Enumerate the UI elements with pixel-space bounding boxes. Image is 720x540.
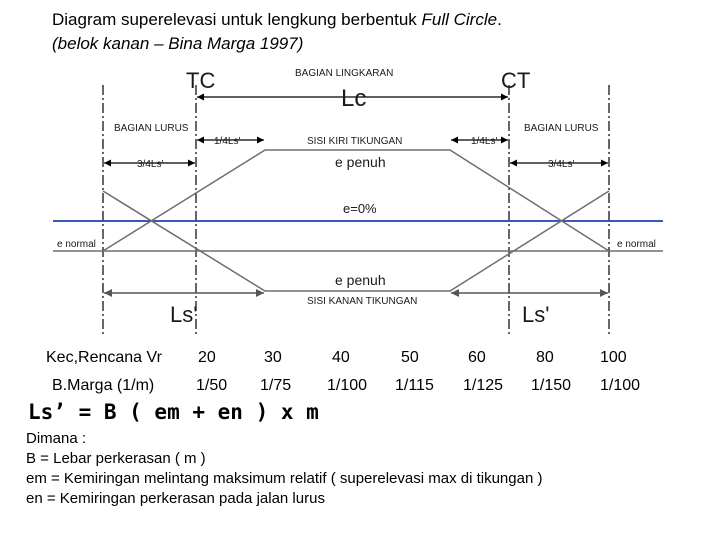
ratio-cell: 1/150 bbox=[531, 377, 572, 394]
speed-cell: 100 bbox=[600, 349, 627, 366]
quarter-ls-left-label: 1/4Ls' bbox=[214, 136, 241, 147]
bagian-lingkaran-label: BAGIAN LINGKARAN bbox=[295, 68, 394, 79]
definition-line: em = Kemiringan melintang maksimum relatif ( superelevasi max di tikungan ) bbox=[26, 470, 543, 487]
ratio-cell: 1/100 bbox=[600, 377, 641, 394]
ls-right-label: Ls' bbox=[522, 302, 550, 327]
ratio-row-label: B.Marga (1/m) bbox=[52, 377, 155, 394]
speed-cell: 40 bbox=[332, 349, 350, 366]
quarter-ls-right-label: 1/4Ls' bbox=[471, 136, 498, 147]
bagian-lurus-right-label: BAGIAN LURUS bbox=[524, 123, 599, 134]
definitions bbox=[26, 429, 542, 509]
ratio-cell: 1/125 bbox=[463, 377, 504, 394]
speed-row-label: Kec,Rencana Vr bbox=[46, 349, 162, 366]
bagian-lurus-left-label: BAGIAN LURUS bbox=[114, 123, 189, 134]
definition-line: Dimana : bbox=[26, 430, 87, 447]
title-line1-suffix: . bbox=[497, 10, 502, 29]
ratio-cell: 1/100 bbox=[327, 377, 368, 394]
formula: Ls’ = B ( em + en ) x m bbox=[28, 400, 319, 424]
definition-line: en = Kemiringan perkerasan pada jalan lurus bbox=[26, 490, 325, 507]
title-line1-italic: Full Circle bbox=[421, 10, 498, 29]
ratio-cell: 1/115 bbox=[395, 377, 434, 394]
lc-label: Lc bbox=[341, 85, 367, 112]
e-penuh-bottom-label: e penuh bbox=[335, 272, 386, 288]
speed-cell: 60 bbox=[468, 349, 486, 366]
title-line2: (belok kanan – Bina Marga 1997) bbox=[52, 34, 304, 53]
speed-cell: 20 bbox=[198, 349, 216, 366]
title-line1-prefix: Diagram superelevasi untuk lengkung berbentuk bbox=[52, 10, 422, 29]
e-normal-left-label: e normal bbox=[57, 239, 96, 250]
ratio-cell: 1/75 bbox=[260, 377, 292, 394]
ratio-cell: 1/50 bbox=[196, 377, 228, 394]
three-quarter-ls-left-label: 3/4Ls' bbox=[137, 159, 164, 170]
speed-cell: 50 bbox=[401, 349, 419, 366]
ls-left-label: Ls' bbox=[170, 302, 198, 327]
ct-label: CT bbox=[501, 68, 531, 93]
tc-label: TC bbox=[186, 68, 216, 93]
e-normal-right-label: e normal bbox=[617, 239, 656, 250]
sisi-kanan-label: SISI KANAN TIKUNGAN bbox=[307, 296, 418, 307]
sisi-kiri-label: SISI KIRI TIKUNGAN bbox=[307, 136, 403, 147]
e-penuh-top-label: e penuh bbox=[335, 154, 386, 170]
three-quarter-ls-right-label: 3/4Ls' bbox=[548, 159, 575, 170]
definition-line: B = Lebar perkerasan ( m ) bbox=[26, 450, 206, 467]
speed-cell: 80 bbox=[536, 349, 554, 366]
e-zero-label: e=0% bbox=[343, 201, 377, 216]
speed-cell: 30 bbox=[264, 349, 282, 366]
